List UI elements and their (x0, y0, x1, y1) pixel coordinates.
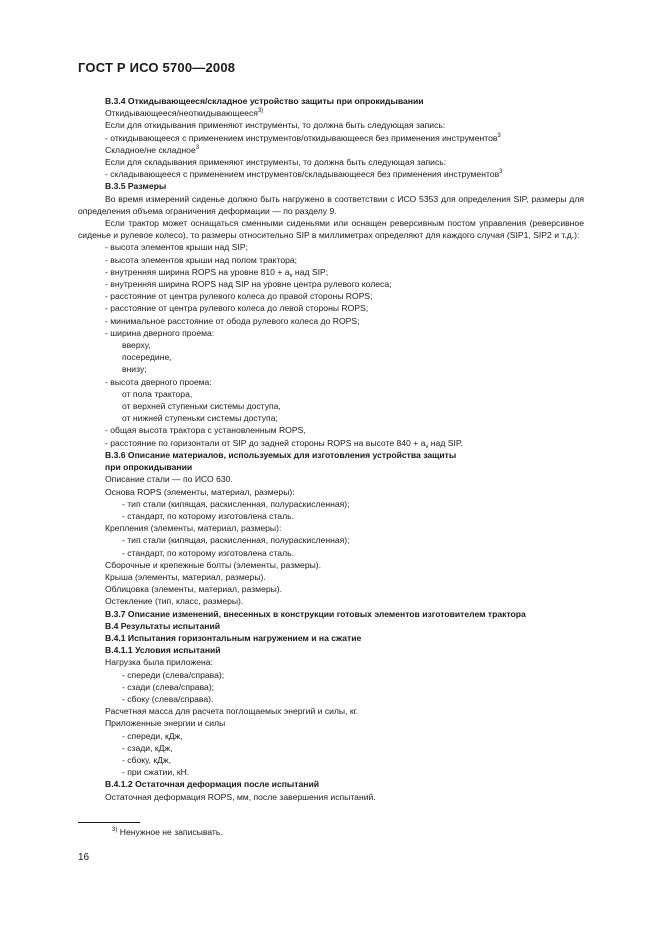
section-heading-b4: В.4 Результаты испытаний (105, 620, 221, 631)
list-item: - высота дверного проема: (105, 376, 212, 387)
text-line: - складывающееся с применением инструментов/складывающееся без применения инструментов$^3$ (105, 169, 503, 180)
page-number: 16 (78, 852, 90, 863)
footnote-divider (78, 822, 140, 823)
text-line: Основа ROPS (элементы, материал, размеры): (105, 486, 295, 497)
list-item: - высота элементов крыши над SIP; (105, 242, 248, 253)
sub-list-item: - сзади, кДж, (122, 742, 173, 753)
text-line: Расчетная масса для расчета поглощаемых энергий и силы, кг. (105, 706, 359, 717)
list-item: - внутренняя ширина ROPS на уровне $810 + a_v$ над SIP; (105, 266, 329, 279)
section-heading-b412: В.4.1.2 Остаточная деформация после испытаний (105, 779, 320, 790)
sub-list-item: - спереди, кДж, (122, 730, 183, 741)
text-line: Остекление (тип, класс, размеры). (105, 596, 244, 607)
sub-list-item: - при сжатии, кН. (122, 767, 190, 778)
list-item: - внутренняя ширина ROPS над SIP на уровне центра рулевого колеса; (105, 279, 392, 290)
list-item: - общая высота трактора с установленным ROPS, (105, 425, 306, 436)
footnote-ref: 3 (499, 169, 503, 176)
footnote-ref: 3) (257, 108, 264, 115)
sub-list-item: от верхней ступеньки системы доступа, (122, 401, 281, 412)
sub-list-item: - стандарт, по которому изготовлена сталь. (122, 510, 294, 521)
sub-list-item: от пола трактора, (122, 388, 193, 399)
section-heading-b36-cont: при опрокидывании (105, 462, 193, 473)
text-line: Если для складывания применяют инструменты, то должна быть следующая запись: (105, 157, 447, 168)
text-line: Откидывающееся/неоткидывающееся$^{3)}$ (105, 108, 264, 119)
sub-list-item: - сзади (слева/справа); (122, 681, 215, 692)
sub-list-item: - стандарт, по которому изготовлена сталь. (122, 547, 294, 558)
list-item: - расстояние по горизонтали от SIP до задней стороны ROPS на высоте $840 + a_v$ над SIP. (105, 437, 463, 450)
text-line: - откидывающееся с применением инструментов/откидывающееся без применения инструментов$^3$ (105, 132, 501, 143)
sub-list-item: - тип стали (кипящая, раскисленная, полураскисленная); (122, 535, 350, 546)
document-body (78, 95, 584, 803)
paragraph: Во время измерений сиденье должно быть нагружено в соответствии с ИСО 5353 для определения SIP, размеры для определения объема ограничения деформации — по разделу 9. (78, 193, 584, 216)
sub-list-item: - тип стали (кипящая, раскисленная, полураскисленная); (122, 498, 350, 509)
section-heading-b36: В.3.6 Описание материалов, используемых для изготовления устройства защиты (105, 449, 457, 460)
sub-list-item: от нижней ступеньки системы доступа; (122, 413, 278, 424)
text-line: Приложенные энергии и силы (105, 718, 226, 729)
page-header: ГОСТ Р ИСО 5700—2008 (78, 60, 236, 75)
list-item: - высота элементов крыши над полом трактора; (105, 254, 298, 265)
sub-list-item: - сбоку, кДж, (122, 754, 172, 765)
list-item: - расстояние от центра рулевого колеса до правой стороны ROPS; (105, 291, 373, 302)
sub-list-item: - спереди (слева/справа); (122, 669, 225, 680)
list-item: - расстояние от центра рулевого колеса до левой стороны ROPS; (105, 303, 369, 314)
sub-list-item: - сбоку (слева/справа). (122, 693, 214, 704)
section-heading-b411: В.4.1.1 Условия испытаний (105, 645, 221, 656)
footnote (112, 827, 223, 837)
sub-list-item: посередине, (122, 352, 172, 363)
section-heading-b37: В.3.7 Описание изменений, внесенных в конструкции готовых элементов изготовителем трактора (105, 608, 526, 619)
text-line: Описание стали — по ИСО 630. (105, 474, 233, 485)
list-item: - ширина дверного проема: (105, 327, 215, 338)
text-line: Складное/не складное$^3$ (105, 144, 200, 155)
footnote-ref: 3 (497, 132, 501, 139)
text-line: Сборочные и крепежные болты (элементы, размеры). (105, 559, 322, 570)
section-heading-b34: В.3.4 Откидывающееся/складное устройство защиты при опрокидывании (105, 96, 424, 106)
text-line: Крыша (элементы, материал, размеры). (105, 571, 266, 582)
text-line: Облицовка (элементы, материал, размеры). (105, 584, 283, 595)
text-line: Остаточная деформация ROPS, мм, после завершения испытаний. (105, 791, 376, 802)
sub-list-item: внизу; (122, 364, 147, 375)
text-line: Если для откидывания применяют инструменты, то должна быть следующая запись: (105, 120, 446, 131)
text-line: Крепления (элементы, материал, размеры): (105, 523, 282, 534)
section-heading-b35: В.3.5 Размеры (105, 181, 167, 192)
text-line: Нагрузка была приложена: (105, 657, 213, 668)
paragraph: Если трактор может оснащаться сменными сиденьями или оснащен реверсивным постом управления (реверсивное сиденье и рулевое колесо), то размеры относительно SIP в миллиметрах определяют для каждого случая (SIP1, SIP2 и т.д.): (78, 218, 584, 241)
footnote-ref: 3 (195, 144, 200, 151)
sub-list-item: вверху, (122, 340, 151, 351)
footnote-text: Ненужное не записывать. (119, 827, 223, 837)
footnote-mark: 3) (112, 827, 118, 833)
list-item: - минимальное расстояние от обода рулевого колеса до ROPS; (105, 315, 360, 326)
section-heading-b41: В.4.1 Испытания горизонтальным нагружением и на сжатие (105, 632, 362, 643)
